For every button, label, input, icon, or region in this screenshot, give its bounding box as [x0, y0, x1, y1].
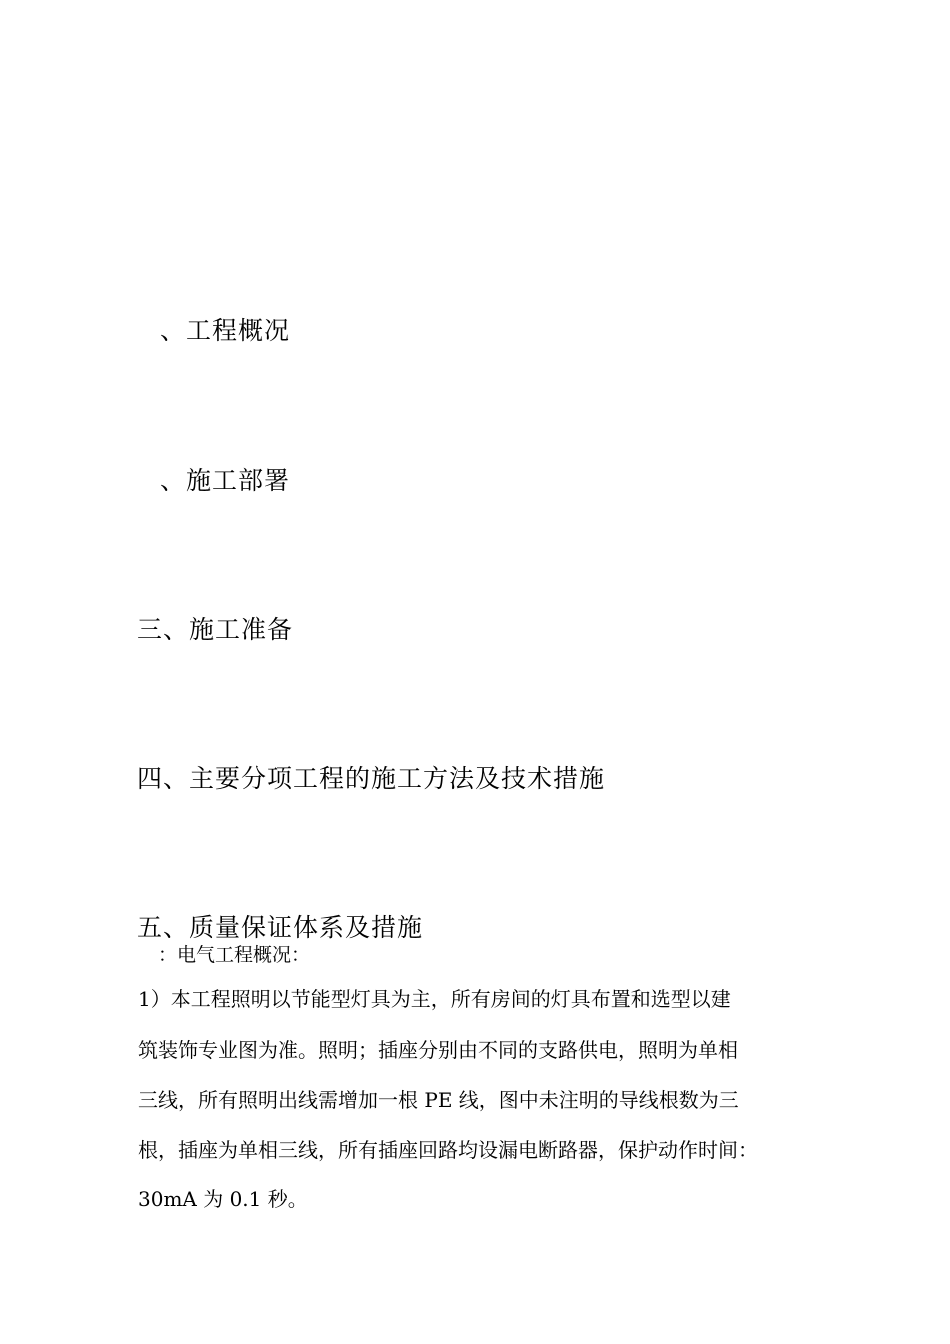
heading-quality-assurance: 五、质量保证体系及措施: [137, 913, 424, 942]
paragraph-line: 1）本工程照明以节能型灯具为主，所有房间的灯具布置和选型以建: [138, 987, 731, 1011]
heading-construction-preparation: 三、施工准备: [137, 615, 294, 644]
paragraph-line: 筑装饰专业图为准。照明；插座分别由不同的支路供电，照明为单相: [138, 1038, 738, 1062]
subheading-electrical-overview: ：电气工程概况：: [158, 944, 311, 966]
heading-construction-deployment: 、施工部署: [160, 466, 291, 495]
heading-project-overview: 、工程概况: [160, 316, 291, 345]
paragraph-line: 30mA 为 0.1 秒。: [138, 1187, 308, 1211]
heading-main-methods: 四、主要分项工程的施工方法及技术措施: [137, 764, 606, 793]
paragraph-line: 根，插座为单相三线，所有插座回路均设漏电断路器，保护动作时间：: [138, 1138, 758, 1162]
paragraph-line: 三线，所有照明出线需增加一根 PE 线，图中未注明的导线根数为三: [138, 1088, 739, 1112]
